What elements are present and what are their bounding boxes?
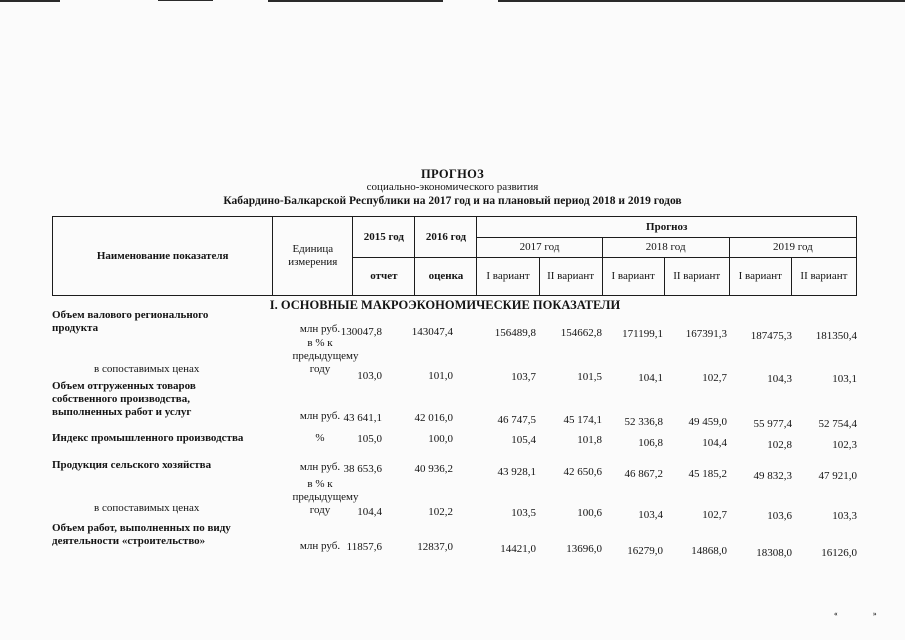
col-header-estimate: оценка [415, 258, 477, 296]
scan-edge-line [0, 0, 60, 2]
row-unit: млн руб. [299, 323, 341, 335]
row-name: Индекс промышленного производства [52, 432, 244, 444]
col-header-2019: 2019 год [729, 238, 856, 258]
col-header-2017-var1: I вариант [477, 258, 539, 296]
row-value: 49 459,0 [688, 416, 727, 428]
scan-edge-line [268, 0, 443, 2]
row-value: 43 928,1 [497, 466, 536, 478]
row-value: 130047,8 [340, 326, 382, 338]
row-value: 52 754,4 [818, 418, 857, 430]
row-unit: в % к предыдущему году [292, 478, 359, 516]
col-header-2018: 2018 год [602, 238, 729, 258]
row-value: 104,4 [357, 506, 382, 518]
doc-subtitle-region: Кабардино-Балкарской Республики на 2017 год и на плановый период 2018 и 2019 годов [223, 195, 682, 207]
row-value: 104,3 [767, 373, 792, 385]
row-value: 102,8 [767, 439, 792, 451]
row-unit: % [315, 432, 325, 444]
row-name: Объем валового регионального продукта [52, 309, 209, 334]
row-value: 106,8 [638, 437, 663, 449]
doc-subtitle: социально-экономического развития [366, 181, 539, 193]
corner-mark: » [873, 610, 877, 618]
section-heading: I. ОСНОВНЫЕ МАКРОЭКОНОМИЧЕСКИЕ ПОКАЗАТЕЛИ [269, 298, 621, 312]
row-value: 46 747,5 [497, 414, 536, 426]
row-value: 101,0 [428, 370, 453, 382]
row-value: 100,6 [577, 507, 602, 519]
row-value: 40 936,2 [414, 463, 453, 475]
row-value: 11857,6 [346, 541, 382, 553]
row-value: 103,1 [832, 373, 857, 385]
row-value: 103,4 [638, 509, 663, 521]
row-value: 104,1 [638, 372, 663, 384]
col-header-2019-var2: II вариант [791, 258, 856, 296]
doc-title: ПРОГНОЗ [420, 167, 485, 181]
row-value: 47 921,0 [818, 470, 857, 482]
corner-mark: « [834, 610, 838, 618]
row-value: 103,7 [511, 371, 536, 383]
row-value: 105,4 [511, 434, 536, 446]
col-header-2017-var2: II вариант [539, 258, 602, 296]
row-value: 16126,0 [821, 547, 857, 559]
row-value: 103,0 [357, 370, 382, 382]
row-value: 13696,0 [566, 543, 602, 555]
row-value: 105,0 [357, 433, 382, 445]
col-header-2018-var1: I вариант [602, 258, 664, 296]
row-value: 42 016,0 [414, 412, 453, 424]
row-value: 101,5 [577, 371, 602, 383]
col-header-report: отчет [353, 258, 415, 296]
row-value: 103,6 [767, 510, 792, 522]
row-value: 42 650,6 [563, 466, 602, 478]
col-header-unit: Единица измерения [273, 217, 353, 296]
col-header-2019-var1: I вариант [729, 258, 791, 296]
row-value: 102,3 [832, 439, 857, 451]
row-value: 14421,0 [500, 543, 536, 555]
row-value: 154662,8 [560, 327, 602, 339]
row-value: 102,7 [702, 372, 727, 384]
col-header-forecast: Прогноз [477, 217, 857, 238]
row-value: 46 867,2 [624, 468, 663, 480]
row-value: 104,4 [702, 437, 727, 449]
row-value: 14868,0 [691, 545, 727, 557]
row-unit: млн руб. [299, 410, 341, 422]
row-value: 171199,1 [622, 328, 663, 340]
col-header-2017: 2017 год [477, 238, 602, 258]
row-value: 102,2 [428, 506, 453, 518]
scan-edge-line [158, 0, 213, 1]
col-header-2015: 2015 год [353, 217, 415, 258]
row-value: 103,3 [832, 510, 857, 522]
row-value: 156489,8 [494, 327, 536, 339]
row-value: 102,7 [702, 509, 727, 521]
col-header-name: Наименование показателя [53, 217, 273, 296]
row-value: 43 641,1 [343, 412, 382, 424]
col-header-2016: 2016 год [415, 217, 477, 258]
row-name: в сопоставимых ценах [94, 363, 200, 375]
row-name: Продукция сельского хозяйства [52, 459, 212, 471]
row-value: 55 977,4 [753, 418, 792, 430]
row-value: 101,8 [577, 434, 602, 446]
row-name: Объем работ, выполненных по виду деятельности «строительство» [52, 522, 231, 547]
col-header-2018-var2: II вариант [664, 258, 729, 296]
row-name: в сопоставимых ценах [94, 502, 200, 514]
row-value: 38 653,6 [343, 463, 382, 475]
row-unit: млн руб. [299, 461, 341, 473]
row-value: 12837,0 [417, 541, 453, 553]
row-value: 16279,0 [627, 545, 663, 557]
row-value: 100,0 [428, 433, 453, 445]
scan-edge-line [498, 0, 905, 2]
row-value: 181350,4 [815, 330, 857, 342]
row-value: 52 336,8 [624, 416, 663, 428]
row-value: 49 832,3 [753, 470, 792, 482]
row-value: 45 174,1 [563, 414, 602, 426]
row-value: 187475,3 [750, 330, 792, 342]
row-value: 103,5 [511, 507, 536, 519]
row-unit: в % к предыдущему году [292, 337, 359, 375]
row-value: 143047,4 [411, 326, 453, 338]
table-header [52, 216, 857, 296]
row-value: 45 185,2 [688, 468, 727, 480]
row-value: 167391,3 [685, 328, 727, 340]
row-name: Объем отгруженных товаров собственного производства, выполненных работ и услуг [52, 380, 196, 418]
row-value: 18308,0 [756, 547, 792, 559]
row-unit: млн руб. [299, 540, 341, 552]
